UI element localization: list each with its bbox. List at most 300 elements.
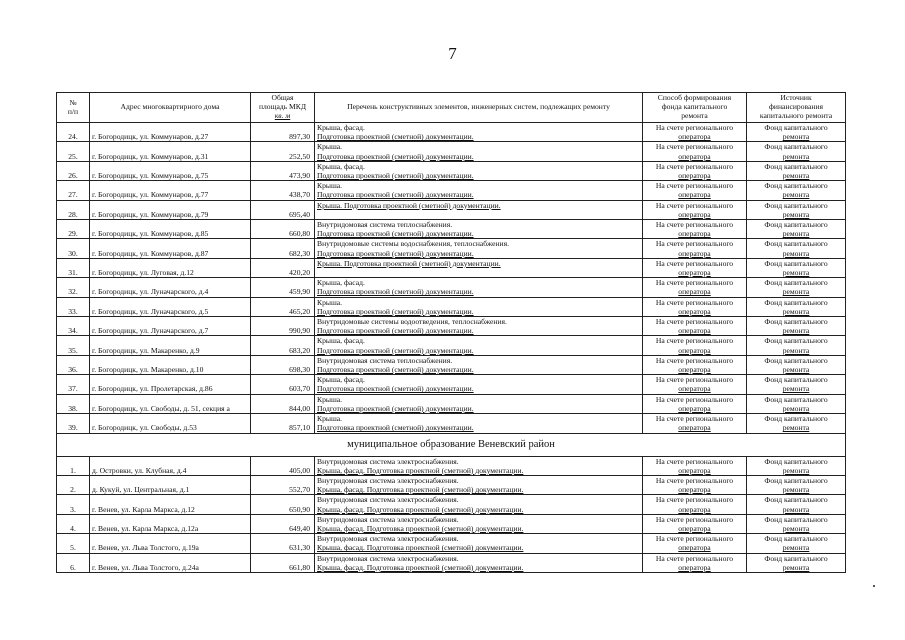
row-number: 34.	[57, 317, 90, 336]
row-works	[315, 456, 643, 475]
row-works-line1: Внутридомовая система электроснабжения.	[317, 553, 459, 563]
row-works-line2: Подготовка проектной (сметной) документации.	[317, 287, 474, 297]
row-source-line1: Фонд капитального	[764, 220, 828, 230]
row-source	[747, 142, 846, 161]
header-source-line3: капитального ремонта	[759, 110, 833, 120]
table-row	[57, 142, 846, 161]
row-method-line2: оператора	[678, 465, 711, 475]
row-method	[643, 181, 747, 200]
row-number: 25.	[57, 142, 90, 161]
row-method-line2: оператора	[678, 485, 711, 495]
row-method-line2: оператора	[678, 345, 711, 355]
row-method-line1: На счете регионального	[655, 123, 734, 132]
row-source	[747, 123, 846, 142]
table-row	[57, 239, 846, 258]
header-method-line2: фонда капитального	[661, 102, 728, 112]
row-address: г. Богородицк, ул. Луначарского, д.4	[90, 278, 251, 297]
row-source	[747, 317, 846, 336]
row-area: 603,70	[251, 375, 315, 394]
page-number: 7	[448, 44, 457, 63]
row-method	[643, 220, 747, 239]
row-method-line2: оператора	[678, 423, 711, 433]
row-number: 28.	[57, 200, 90, 219]
row-source-line2: ремонта	[782, 132, 810, 142]
row-works	[315, 475, 643, 494]
row-area: 695,40	[251, 200, 315, 219]
row-area: 649,40	[251, 514, 315, 533]
row-works	[315, 534, 643, 553]
header-works: Перечень конструктивных элементов, инженерных систем, подлежащих ремонту	[315, 93, 643, 123]
row-number: 1.	[57, 456, 90, 475]
row-number: 26.	[57, 161, 90, 180]
row-works-line2: Подготовка проектной (сметной) документации.	[317, 423, 474, 433]
row-works	[315, 278, 643, 297]
row-source-line2: ремонта	[782, 403, 810, 413]
row-works	[315, 297, 643, 316]
header-area-unit: кв. м	[274, 110, 291, 120]
row-source-line2: ремонта	[782, 326, 810, 336]
row-method-line1: На счете регионального	[655, 220, 734, 230]
row-area: 459,90	[251, 278, 315, 297]
row-method-line2: оператора	[678, 562, 711, 572]
repair-register-table	[56, 92, 846, 573]
row-works-line2: Подготовка проектной (сметной) документации.	[317, 248, 474, 258]
row-method-line2: оператора	[678, 384, 711, 394]
row-method-line2: оператора	[678, 248, 711, 258]
row-source	[747, 456, 846, 475]
row-source-line1: Фонд капитального	[764, 514, 828, 524]
row-source-line1: Фонд капитального	[764, 456, 828, 466]
row-works-line2: Крыша, фасад. Подготовка проектной (сметной) документации.	[317, 523, 524, 533]
row-method-line2: оператора	[678, 151, 711, 161]
row-area: 683,20	[251, 336, 315, 355]
row-area: 405,00	[251, 456, 315, 475]
row-source-line1: Фонд капитального	[764, 317, 828, 327]
row-works	[315, 123, 643, 142]
row-method-line1: На счете регионального	[655, 495, 734, 505]
row-method	[643, 161, 747, 180]
row-method-line1: На счете регионального	[655, 200, 734, 210]
row-works	[315, 375, 643, 394]
row-method-line2: оператора	[678, 287, 711, 297]
row-source-line2: ремонта	[782, 190, 810, 200]
row-method-line1: На счете регионального	[655, 514, 734, 524]
row-method-line2: оператора	[678, 190, 711, 200]
row-address: г. Богородицк, ул. Коммунаров, д.77	[90, 181, 251, 200]
row-area: 990,90	[251, 317, 315, 336]
row-source	[747, 200, 846, 219]
row-source-line2: ремонта	[782, 248, 810, 258]
row-works-line1: Внутридомовая система электроснабжения.	[317, 534, 459, 544]
row-method	[643, 355, 747, 374]
row-method	[643, 394, 747, 413]
row-method-line1: На счете регионального	[655, 181, 734, 191]
row-area: 252,50	[251, 142, 315, 161]
row-works-line2: Подготовка проектной (сметной) документации.	[317, 190, 474, 200]
row-works-line2: Крыша, фасад. Подготовка проектной (сметной) документации.	[317, 543, 524, 553]
row-method	[643, 239, 747, 258]
row-address: г. Богородицк, ул. Свободы, д.53	[90, 414, 251, 433]
table-row	[57, 553, 846, 572]
row-method-line1: На счете регионального	[655, 336, 734, 346]
row-source-line2: ремонта	[782, 151, 810, 161]
row-works-line1: Внутридомовая система электроснабжения.	[317, 514, 459, 524]
row-number: 3.	[57, 495, 90, 514]
row-works	[315, 553, 643, 572]
row-method-line1: На счете регионального	[655, 317, 734, 327]
row-address: г. Венев, ул. Карла Маркса, д.12а	[90, 514, 251, 533]
row-area: 661,80	[251, 553, 315, 572]
row-source	[747, 220, 846, 239]
row-address: г. Богородицк, ул. Луначарского, д.5	[90, 297, 251, 316]
row-source-line2: ремонта	[782, 543, 810, 553]
table-row	[57, 414, 846, 433]
row-source	[747, 375, 846, 394]
row-source-line1: Фонд капитального	[764, 475, 828, 485]
row-area: 698,30	[251, 355, 315, 374]
row-address: г. Венев, ул. Льва Толстого, д.19а	[90, 534, 251, 553]
row-works	[315, 317, 643, 336]
header-num-line2: п/п	[67, 106, 79, 116]
row-works	[315, 394, 643, 413]
row-number: 39.	[57, 414, 90, 433]
row-area: 650,90	[251, 495, 315, 514]
header-method-line1: Способ формирования	[657, 93, 732, 103]
row-address: д. Кукуй, ул. Центральная, д.1	[90, 475, 251, 494]
row-number: 29.	[57, 220, 90, 239]
header-source-line1: Источник	[780, 93, 812, 103]
header-area	[251, 93, 315, 123]
row-works-line1: Крыша.	[317, 297, 343, 307]
row-source-line2: ремонта	[782, 171, 810, 181]
row-works-line1: Крыша.	[317, 414, 343, 424]
row-area: 438,70	[251, 181, 315, 200]
row-source	[747, 181, 846, 200]
row-method-line1: На счете регионального	[655, 142, 734, 152]
row-works-line1: Крыша, фасад.	[317, 123, 365, 132]
row-source-line2: ремонта	[782, 465, 810, 475]
row-method	[643, 278, 747, 297]
row-number: 33.	[57, 297, 90, 316]
row-works-line1: Крыша.	[317, 394, 343, 404]
section-title: муниципальное образование Веневский район	[57, 433, 846, 456]
row-number: 4.	[57, 514, 90, 533]
row-method-line1: На счете регионального	[655, 258, 734, 268]
row-works-line2: Подготовка проектной (сметной) документации.	[317, 365, 474, 375]
scan-speck	[873, 585, 875, 587]
row-method	[643, 317, 747, 336]
row-method	[643, 456, 747, 475]
header-method-line3: ремонта	[681, 110, 708, 120]
table-row	[57, 297, 846, 316]
row-source-line1: Фонд капитального	[764, 200, 828, 210]
row-source-line2: ремонта	[782, 229, 810, 239]
row-address: г. Богородицк, ул. Коммунаров, д.87	[90, 239, 251, 258]
row-works-line1: Внутридомовые системы водоснабжения, теплоснабжения.	[317, 239, 509, 249]
table-row	[57, 317, 846, 336]
row-works	[315, 355, 643, 374]
row-works-line2: Подготовка проектной (сметной) документации.	[317, 345, 474, 355]
row-source-line1: Фонд капитального	[764, 553, 828, 563]
row-source	[747, 239, 846, 258]
row-address: г. Венев, ул. Льва Толстого, д.24а	[90, 553, 251, 572]
row-source-line2: ремонта	[782, 485, 810, 495]
row-method	[643, 495, 747, 514]
row-method	[643, 258, 747, 277]
row-source	[747, 258, 846, 277]
row-number: 30.	[57, 239, 90, 258]
row-source-line2: ремонта	[782, 345, 810, 355]
row-source-line1: Фонд капитального	[764, 336, 828, 346]
row-works-line2: Подготовка проектной (сметной) документации.	[317, 171, 474, 181]
row-area: 897,30	[251, 123, 315, 142]
row-works-line2: Подготовка проектной (сметной) документации.	[317, 151, 474, 161]
row-works-line1: Крыша.	[317, 142, 343, 152]
row-area: 420,20	[251, 258, 315, 277]
row-works-line1: Внутридомовая система электроснабжения.	[317, 475, 459, 485]
row-number: 31.	[57, 258, 90, 277]
row-method	[643, 534, 747, 553]
section-row	[57, 433, 846, 456]
row-works	[315, 200, 643, 219]
row-address: г. Богородицк, ул. Коммунаров, д.85	[90, 220, 251, 239]
header-method	[643, 93, 747, 123]
row-source-line1: Фонд капитального	[764, 495, 828, 505]
row-address: г. Богородицк, ул. Луначарского, д.7	[90, 317, 251, 336]
table-row	[57, 534, 846, 553]
row-works	[315, 514, 643, 533]
row-works	[315, 220, 643, 239]
row-source	[747, 278, 846, 297]
row-works-line1: Внутридомовая система теплоснабжения.	[317, 220, 453, 230]
row-method-line2: оператора	[678, 306, 711, 316]
row-number: 6.	[57, 553, 90, 572]
row-source	[747, 553, 846, 572]
row-method-line1: На счете регионального	[655, 239, 734, 249]
row-works	[315, 336, 643, 355]
row-source-line2: ремонта	[782, 306, 810, 316]
row-number: 32.	[57, 278, 90, 297]
row-source	[747, 336, 846, 355]
row-source	[747, 394, 846, 413]
row-address: г. Богородицк, ул. Макаренко, д.9	[90, 336, 251, 355]
header-address: Адрес многоквартирного дома	[90, 93, 251, 123]
row-area: 660,80	[251, 220, 315, 239]
table-row	[57, 375, 846, 394]
row-address: г. Богородицк, ул. Луговая, д.12	[90, 258, 251, 277]
row-works-line2: Подготовка проектной (сметной) документации.	[317, 306, 474, 316]
row-source	[747, 534, 846, 553]
row-address: г. Венев, ул. Карла Маркса, д.12	[90, 495, 251, 514]
row-area: 473,90	[251, 161, 315, 180]
row-works	[315, 239, 643, 258]
row-source	[747, 475, 846, 494]
row-method-line2: оператора	[678, 268, 711, 278]
row-works-line2: Подготовка проектной (сметной) документации.	[317, 229, 474, 239]
row-number: 38.	[57, 394, 90, 413]
table-row	[57, 220, 846, 239]
row-works	[315, 181, 643, 200]
row-source	[747, 297, 846, 316]
row-works-line2: Крыша. Подготовка проектной (сметной) документации.	[317, 200, 501, 210]
row-method-line2: оператора	[678, 209, 711, 219]
row-works-line1: Внутридомовая система электроснабжения.	[317, 456, 459, 466]
row-works-line1: Внутридомовые системы водоотведения, теплоснабжения.	[317, 317, 507, 327]
row-works	[315, 258, 643, 277]
row-address: г. Богородицк, ул. Коммунаров, д.79	[90, 200, 251, 219]
row-works-line2: Крыша, фасад. Подготовка проектной (сметной) документации.	[317, 562, 524, 572]
row-method-line2: оператора	[678, 229, 711, 239]
table-row	[57, 394, 846, 413]
row-works-line2: Крыша, фасад. Подготовка проектной (сметной) документации.	[317, 485, 524, 495]
header-source-line2: финансирования	[769, 102, 823, 112]
row-source	[747, 414, 846, 433]
row-works-line1: Крыша, фасад.	[317, 375, 365, 385]
row-source-line2: ремонта	[782, 523, 810, 533]
row-works-line2: Крыша, фасад. Подготовка проектной (сметной) документации.	[317, 504, 524, 514]
table-row	[57, 495, 846, 514]
row-number: 37.	[57, 375, 90, 394]
table-row	[57, 336, 846, 355]
row-area: 552,70	[251, 475, 315, 494]
row-works	[315, 495, 643, 514]
row-source-line1: Фонд капитального	[764, 355, 828, 365]
row-works-line1: Крыша, фасад.	[317, 336, 365, 346]
row-works-line2: Подготовка проектной (сметной) документации.	[317, 403, 474, 413]
row-source-line1: Фонд капитального	[764, 414, 828, 424]
row-area: 682,30	[251, 239, 315, 258]
row-source-line1: Фонд капитального	[764, 181, 828, 191]
row-area: 857,10	[251, 414, 315, 433]
table-header	[57, 93, 846, 123]
row-method	[643, 200, 747, 219]
row-method-line2: оператора	[678, 504, 711, 514]
row-method-line2: оператора	[678, 523, 711, 533]
row-method-line1: На счете регионального	[655, 414, 734, 424]
row-source-line1: Фонд капитального	[764, 161, 828, 171]
row-source	[747, 161, 846, 180]
row-address: г. Богородицк, ул. Макаренко, д.10	[90, 355, 251, 374]
row-works	[315, 142, 643, 161]
row-method-line2: оператора	[678, 543, 711, 553]
row-method-line1: На счете регионального	[655, 375, 734, 385]
table-row	[57, 200, 846, 219]
row-method-line1: На счете регионального	[655, 278, 734, 288]
row-number: 27.	[57, 181, 90, 200]
row-works-line2: Крыша. Подготовка проектной (сметной) документации.	[317, 258, 501, 268]
row-source-line2: ремонта	[782, 268, 810, 278]
row-source-line1: Фонд капитального	[764, 258, 828, 268]
row-works-line1: Крыша, фасад.	[317, 161, 365, 171]
row-source-line1: Фонд капитального	[764, 142, 828, 152]
row-source	[747, 495, 846, 514]
row-method-line2: оператора	[678, 365, 711, 375]
table-row	[57, 258, 846, 277]
row-works-line1: Внутридомовая система электроснабжения.	[317, 495, 459, 505]
table-row	[57, 456, 846, 475]
row-works-line2: Подготовка проектной (сметной) документации.	[317, 326, 474, 336]
row-method	[643, 414, 747, 433]
table-body	[57, 123, 846, 573]
row-source-line1: Фонд капитального	[764, 394, 828, 404]
table-row	[57, 181, 846, 200]
row-method	[643, 142, 747, 161]
header-area-line2: площадь МКД	[258, 102, 307, 112]
row-method-line2: оператора	[678, 326, 711, 336]
row-source-line1: Фонд капитального	[764, 239, 828, 249]
row-number: 5.	[57, 534, 90, 553]
header-num-line1: №	[69, 97, 77, 107]
row-works-line2: Подготовка проектной (сметной) документации.	[317, 132, 474, 142]
row-source-line2: ремонта	[782, 562, 810, 572]
row-source-line1: Фонд капитального	[764, 297, 828, 307]
row-method-line1: На счете регионального	[655, 355, 734, 365]
row-area: 631,30	[251, 534, 315, 553]
row-number: 2.	[57, 475, 90, 494]
row-source-line2: ремонта	[782, 209, 810, 219]
row-method	[643, 375, 747, 394]
row-works-line2: Подготовка проектной (сметной) документации.	[317, 384, 474, 394]
row-number: 35.	[57, 336, 90, 355]
row-address: г. Богородицк, ул. Пролетарская, д.86	[90, 375, 251, 394]
row-method	[643, 553, 747, 572]
row-address: г. Богородицк, ул. Коммунаров, д.31	[90, 142, 251, 161]
row-address: г. Богородицк, ул. Коммунаров, д.27	[90, 123, 251, 142]
row-method-line1: На счете регионального	[655, 161, 734, 171]
row-method-line2: оператора	[678, 171, 711, 181]
table-row	[57, 161, 846, 180]
row-method	[643, 475, 747, 494]
row-method	[643, 297, 747, 316]
row-works-line1: Крыша, фасад.	[317, 278, 365, 288]
row-address: д. Островки, ул. Клубная, д.4	[90, 456, 251, 475]
row-method-line1: На счете регионального	[655, 475, 734, 485]
row-source-line1: Фонд капитального	[764, 278, 828, 288]
row-method-line2: оператора	[678, 132, 711, 142]
row-source-line2: ремонта	[782, 423, 810, 433]
row-area: 844,00	[251, 394, 315, 413]
row-source-line2: ремонта	[782, 287, 810, 297]
row-works	[315, 414, 643, 433]
row-works-line1: Внутридомовая система теплоснабжения.	[317, 355, 453, 365]
row-method-line1: На счете регионального	[655, 534, 734, 544]
table-row	[57, 514, 846, 533]
row-address: г. Богородицк, ул. Свободы, д. 51, секция а	[90, 394, 251, 413]
row-source-line2: ремонта	[782, 365, 810, 375]
table-row	[57, 278, 846, 297]
row-address: г. Богородицк, ул. Коммунаров, д.75	[90, 161, 251, 180]
table-row	[57, 475, 846, 494]
row-method-line1: На счете регионального	[655, 553, 734, 563]
row-number: 24.	[57, 123, 90, 142]
table-row	[57, 123, 846, 142]
header-num	[57, 93, 90, 123]
row-number: 36.	[57, 355, 90, 374]
row-method-line2: оператора	[678, 403, 711, 413]
row-source	[747, 514, 846, 533]
row-method	[643, 336, 747, 355]
row-works-line1: Крыша.	[317, 181, 343, 191]
table-row	[57, 355, 846, 374]
row-source-line1: Фонд капитального	[764, 534, 828, 544]
row-source-line1: Фонд капитального	[764, 123, 828, 132]
header-row	[57, 93, 846, 123]
row-method	[643, 123, 747, 142]
row-method-line1: На счете регионального	[655, 456, 734, 466]
header-source	[747, 93, 846, 123]
row-source-line2: ремонта	[782, 384, 810, 394]
row-source-line2: ремонта	[782, 504, 810, 514]
